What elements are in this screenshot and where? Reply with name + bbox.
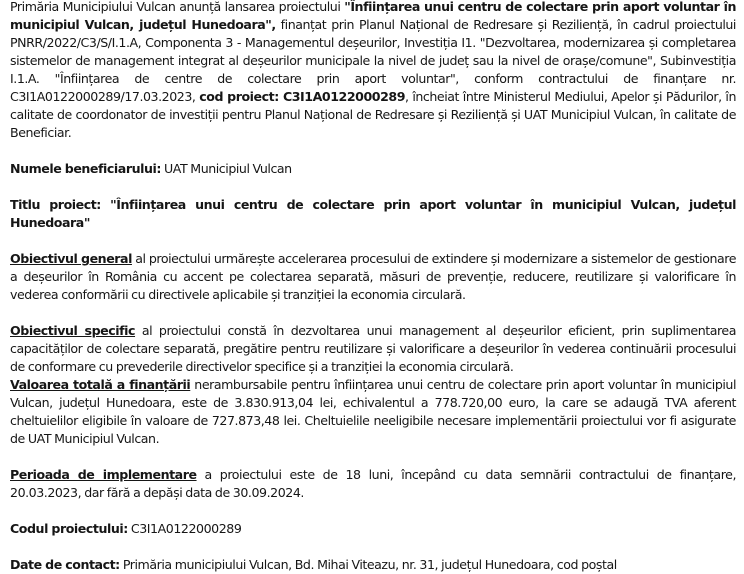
project-code-paragraph <box>10 520 736 538</box>
intro-paragraph <box>10 0 736 142</box>
project-title-label: Titlu proiect: <box>10 197 101 212</box>
intro-text-1: Primăria Municipiului Vulcan anunță lansarea proiectului <box>10 0 345 14</box>
intro-text-3: , încheiat între Ministerul Mediului, Apelor și Pădurilor, în calitate de coordonator de investiții pentru Planul Național de Redresare și Reziliență și UAT Municipiul Vulcan, în calitate de Beneficiar. <box>10 89 737 140</box>
total-value-label: Valoarea totală a finanțării <box>10 377 191 392</box>
specific-objective-label: Obiectivul specific <box>10 323 136 338</box>
contact-text: Primăria municipiului Vulcan, Bd. Mihai Viteazu, nr. 31, județul Hunedoara, cod poștal <box>119 557 617 572</box>
total-value-text: nerambursabile pentru înființarea unui centru de colectare prin aport voluntar în municipiul Vulcan, județul Hunedoara, este de 3.830.913,04 lei, echivalentul a 778.720,00 euro, la care se adaugă TVA aferent cheltuielilor eligibile în valoare de 727.873,48 lei. Cheltuielile neeligibile necesare implementării proiectului vor fi asigurate de UAT Municipiul Vulcan. <box>10 377 736 446</box>
intro-text-2: finanțat prin Planul Național de Redresare și Reziliență, în cadrul proiectului PNRR/2022/C3/S/I.1.A, Componenta 3 - Managementul deșeurilor, Investiția I1. "Dezvoltarea, modernizarea și completarea sistemelor de management integrat al deșeurilor municipale la nivel de județ sau la nivel de orașe/comune", Subinvestiția I.1.A. "Înființarea de centre de colectare prin aport voluntar", conform contractului de finanțare nr. C3I1A0122000289/17.03.2023, <box>10 17 736 104</box>
general-objective-paragraph <box>10 250 736 304</box>
general-objective-text: al proiectului urmărește accelerarea procesului de extindere și modernizare a sistemelor de gestionare a deșeurilor în România cu accent pe colectarea separată, măsuri de prevenție, reducere, reutilizare și valorificare în vederea conformării cu directivele aplicabile și tranziției la economia circulară. <box>10 251 736 302</box>
project-title-value: "Înființarea unui centru de colectare prin aport voluntar în municipiul Vulcan, județul Hunedoara" <box>10 197 736 230</box>
specific-objective-text: al proiectului constă în dezvoltarea unui management al deșeurilor eficient, prin suplimentarea capacităților de colectare separată, pregătire pentru reutilizare și valorificare a deșeurilor în vederea continuării procesului de conformare cu prevederile directivelor specifice și a tranziției la economia circulară. <box>10 323 736 374</box>
intro-project-title: "Înființarea unui centru de colectare prin aport voluntar în municipiul Vulcan, județul Hunedoara", <box>10 0 737 32</box>
intro-project-code: cod proiect: C3I1A0122000289 <box>199 89 406 104</box>
total-value-paragraph <box>10 376 736 448</box>
implementation-period-text: a proiectului este de 18 luni, începând cu data semnării contractului de finanțare, 20.03.2023, dar fără a depăși data de 30.09.2024. <box>10 467 736 500</box>
project-code-value: C3I1A0122000289 <box>127 521 242 536</box>
implementation-period-label: Perioada de implementare <box>10 467 197 482</box>
project-title-paragraph <box>10 196 736 232</box>
beneficiary-value: UAT Municipiul Vulcan <box>160 161 292 176</box>
project-code-label: Codul proiectului: <box>10 521 128 536</box>
beneficiary-label: Numele beneficiarului: <box>10 161 161 176</box>
beneficiary-paragraph <box>10 160 736 178</box>
general-objective-label: Obiectivul general <box>10 251 132 266</box>
contact-label: Date de contact: <box>10 557 120 572</box>
contact-paragraph <box>10 556 736 574</box>
implementation-period-paragraph <box>10 466 736 502</box>
specific-objective-paragraph <box>10 322 736 376</box>
